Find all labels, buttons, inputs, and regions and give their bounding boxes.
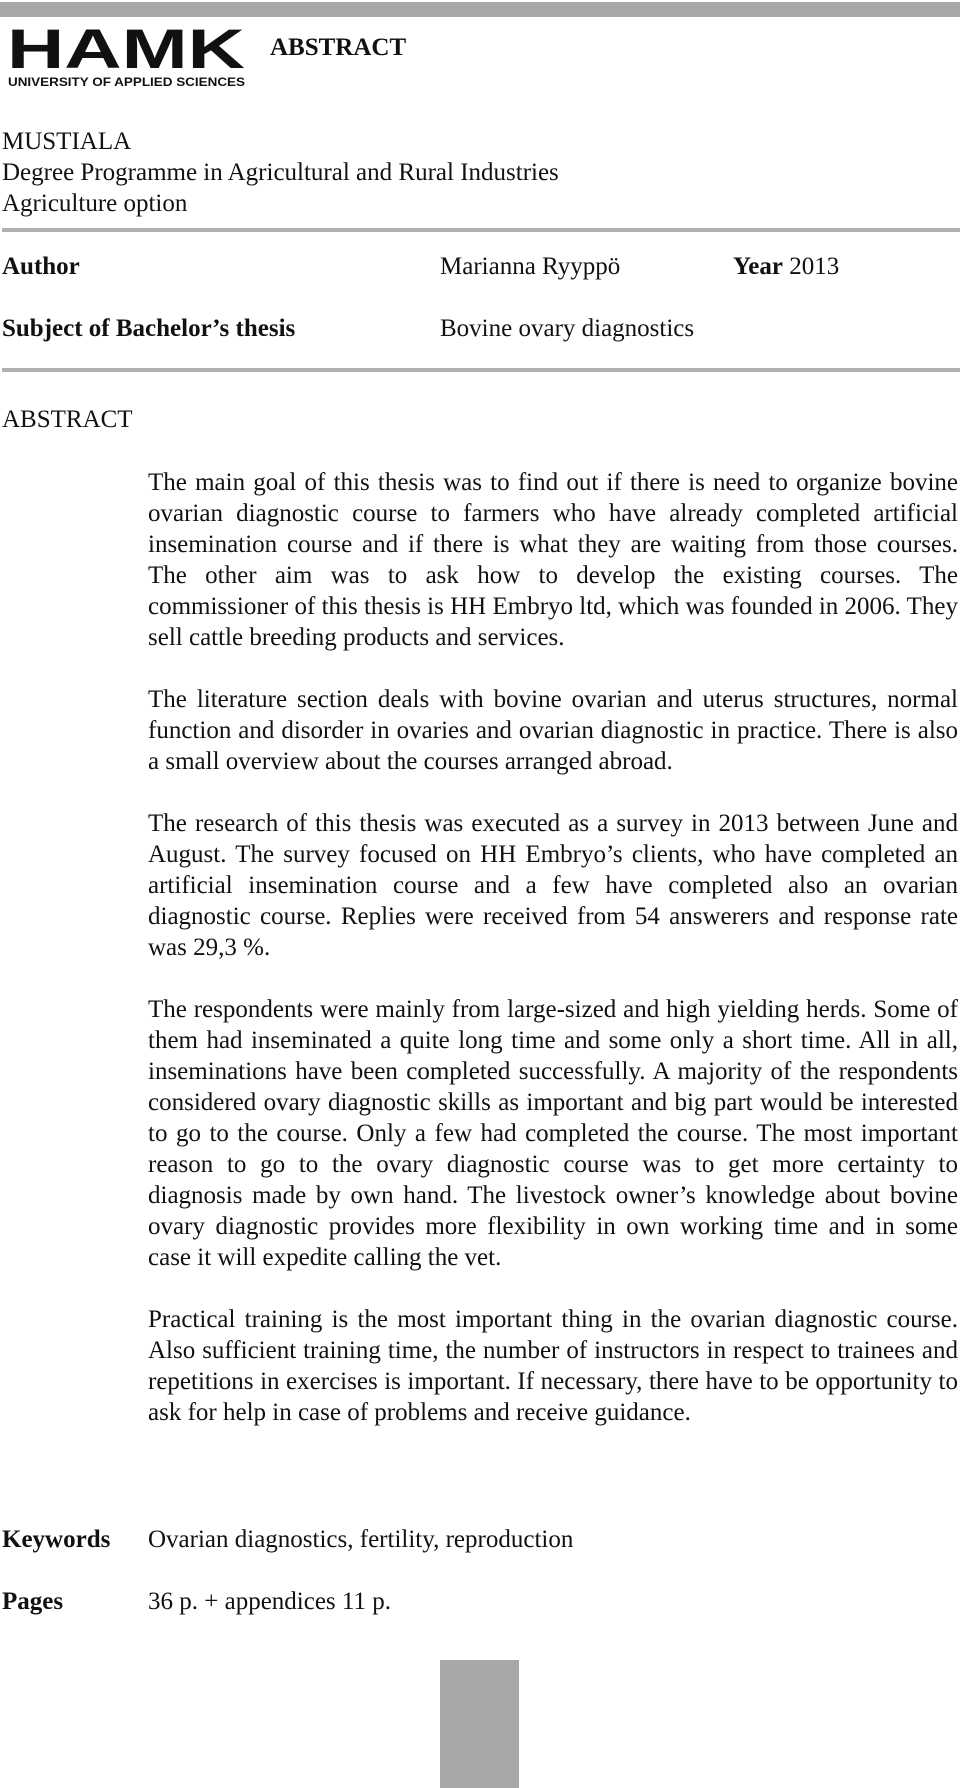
pages-label: Pages (2, 1588, 64, 1615)
hamk-logo (7, 24, 247, 90)
logo-tagline: UNIVERSITY OF APPLIED SCIENCES (8, 75, 245, 89)
abstract-paragraph: Practical training is the most important thing in the ovarian diagnostic course. Also sufficient training time, the number of instructors in respect to trainees and repetitions in exercises is important. If necessary, there have to be opportunity to ask for help in case of problems and receive guidance. (148, 1306, 958, 1426)
organization-block (2, 126, 559, 219)
unit-name: MUSTIALA (2, 128, 132, 155)
abstract-paragraph: The respondents were mainly from large-sized and high yielding herds. Some of them had inseminated a quite long time and some only a short time. All in all, inseminations have been completed successfully. A majority of the respondents considered ovary diagnostic skills as important and big part would be interested to go to the course. Only a few had completed the course. The most important reason to go to the ovary diagnostic course was to get more certainty to diagnosis made by own hand. The livestock owner’s knowledge about bovine ovary diagnostic provides more flexibility in own working time and in some case it will expedite calling the vet. (148, 996, 958, 1271)
abstract-paragraph: The research of this thesis was executed as a survey in 2013 between June and August. The survey focused on HH Embryo’s clients, who have completed an artificial insemination course and a few have completed also an ovarian diagnostic course. Replies were received from 54 answerers and response rate was 29,3 %. (148, 810, 958, 961)
subject-value: Bovine ovary diagnostics (440, 315, 695, 342)
hamk-logo-graphic (7, 24, 247, 90)
keywords-label: Keywords (2, 1526, 111, 1553)
pages-value: 36 p. + appendices 11 p. (148, 1588, 391, 1615)
subject-label: Subject of Bachelor’s thesis (2, 315, 296, 342)
document-title: ABSTRACT (270, 34, 407, 61)
year-value: 2013 (789, 253, 840, 280)
divider-bottom (2, 368, 960, 372)
year-field (733, 251, 839, 282)
divider-top (2, 228, 960, 232)
author-value: Marianna Ryyppö (440, 253, 621, 280)
degree-programme: Degree Programme in Agricultural and Rural Industries (2, 159, 559, 186)
abstract-paragraph: The literature section deals with bovine ovarian and uterus structures, normal function and disorder in ovaries and ovarian diagnostic in practice. There is also a small overview about the courses arranged abroad. (148, 686, 958, 775)
logo-brand: HAMK (7, 24, 245, 80)
keywords-value: Ovarian diagnostics, fertility, reproduction (148, 1526, 574, 1553)
abstract-body (148, 467, 958, 1459)
footer-bar (440, 1660, 519, 1788)
author-label: Author (2, 253, 80, 280)
abstract-heading: ABSTRACT (2, 406, 133, 433)
programme-option: Agriculture option (2, 190, 188, 217)
abstract-paragraph: The main goal of this thesis was to find out if there is need to organize bovine ovarian diagnostic course to farmers who have already completed artificial insemination course and if there is what they are waiting from those courses. The other aim was to ask how to develop the existing courses. The commissioner of this thesis is HH Embryo ltd, which was founded in 2006. They sell cattle breeding products and services. (148, 469, 958, 651)
year-label: Year (733, 253, 783, 280)
top-header-bar (0, 2, 960, 17)
